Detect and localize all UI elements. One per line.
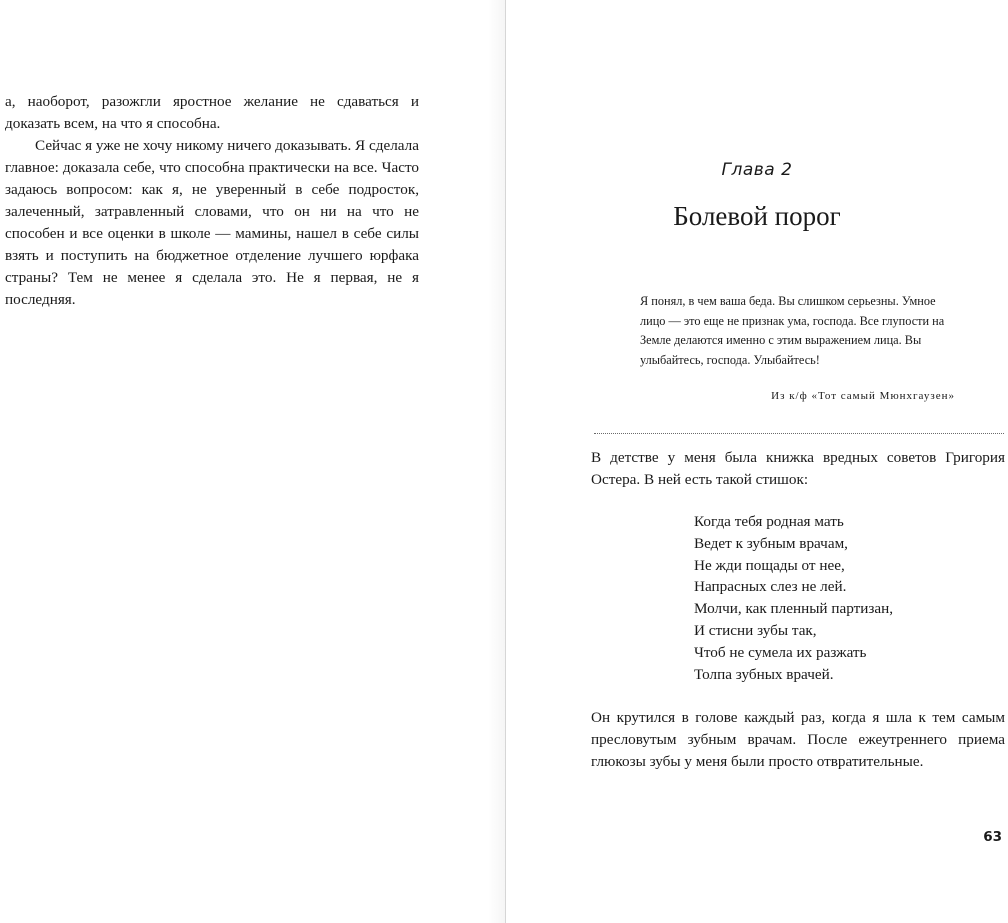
paragraph-continuation: а, наоборот, разожгли яростное желание не сдаваться и доказать всем, на что я способна. — [5, 93, 419, 132]
poem-line: Не жди пощады от нее, — [694, 556, 845, 574]
paragraph: В детстве у меня была книжка вредных советов Григория Остера. В ней есть такой стишок: — [591, 449, 1005, 488]
epigraph — [640, 292, 955, 370]
poem-line: Чтоб не сумела их разжать — [694, 643, 867, 661]
gutter-shadow — [488, 0, 505, 923]
dotted-divider — [594, 433, 1004, 434]
poem-line: И стисни зубы так, — [694, 621, 817, 639]
poem-line: Молчи, как пленный партизан, — [694, 600, 894, 618]
epigraph-text: Я понял, в чем ваша беда. Вы слишком серьезны. Умное лицо — это еще не признак ума, господа. Все глупости на Земле делаются именно с этим выражением лица. Вы улыбайтесь, господа. Улыбайтесь! — [640, 294, 945, 367]
intro-text — [591, 447, 1005, 491]
epigraph-source: Из к/ф «Тот самый Мюнхгаузен» — [771, 390, 955, 402]
after-poem-text — [591, 707, 1005, 773]
chapter-label: Глава 2 — [721, 160, 793, 180]
right-page — [506, 0, 1008, 923]
poem-line: Напрасных слез не лей. — [694, 578, 847, 596]
page-number: 63 — [983, 829, 1002, 845]
poem — [694, 511, 893, 685]
paragraph: Сейчас я уже не хочу никому ничего доказывать. Я сделала главное: доказала себе, что способна практически на все. Часто задаюсь вопросом: как я, не уверенный в себе подросток, залеченный, затравленный словами, что он ни на что не способен и все оценки в школе — мамины, нашел в себе силы взять и поступить на бюджетное отделение лучшего юрфака страны? Тем не менее я сделала это. Не я первая, не я последняя. — [5, 137, 419, 308]
poem-line: Ведет к зубным врачам, — [694, 534, 848, 552]
poem-line: Когда тебя родная мать — [694, 513, 844, 530]
chapter-title: Болевой порог — [673, 201, 841, 231]
paragraph: Он крутился в голове каждый раз, когда я шла к тем самым пресловутым зубным врачам. После ежеутреннего приема глюкозы зубы у меня были просто отвратительные. — [591, 709, 1005, 770]
left-page-text — [5, 91, 419, 311]
poem-line: Толпа зубных врачей. — [694, 665, 834, 683]
